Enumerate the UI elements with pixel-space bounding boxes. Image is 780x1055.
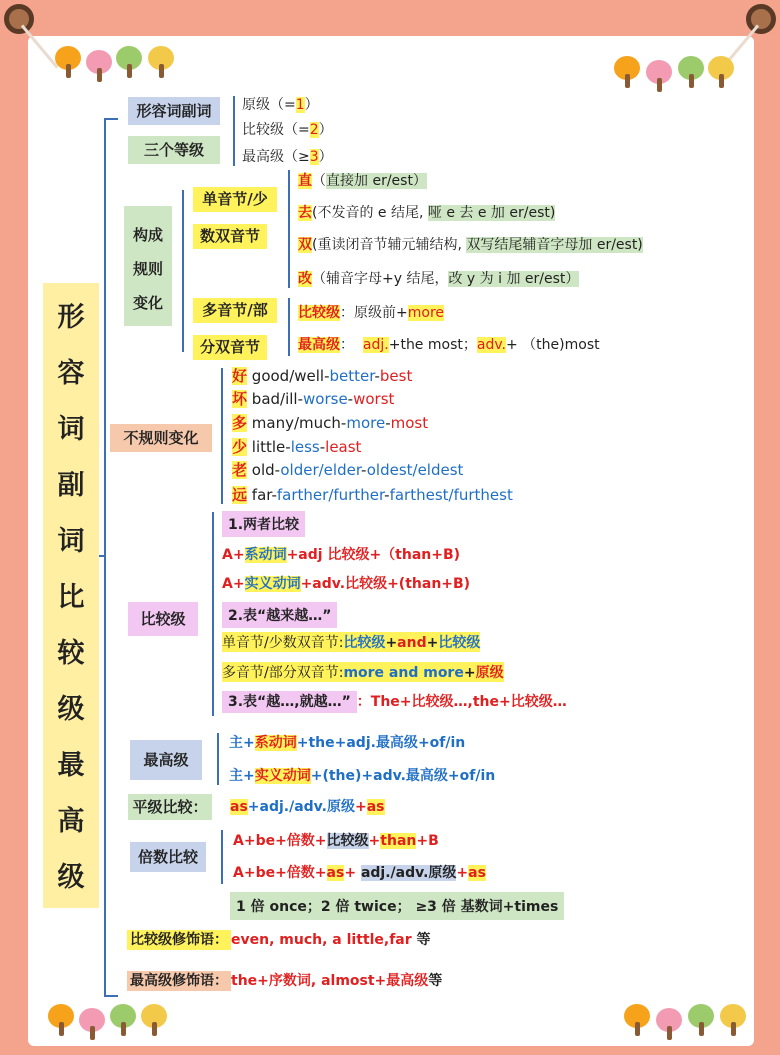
main-title xyxy=(43,283,99,908)
category-equal: 平级比较： xyxy=(128,794,212,820)
title-char: 词 xyxy=(57,414,85,445)
sub-single-syllable: 数双音节 xyxy=(193,224,267,249)
heading-two-compare: 1.两者比较 xyxy=(222,511,305,537)
tree-icon xyxy=(708,56,734,88)
bracket xyxy=(221,830,223,884)
category-superlative: 最高级 xyxy=(130,740,202,780)
category-multiple: 倍数比较 xyxy=(130,842,206,872)
tree-icon xyxy=(116,46,142,78)
category-three-levels: 三个等级 xyxy=(128,136,220,164)
title-char: 级 xyxy=(57,862,85,893)
formula-linking-verb: A+系动词+adj 比较级+（than+B) xyxy=(222,547,461,563)
irregular-row: 老 old-older/elder-oldest/eldest xyxy=(232,461,464,479)
category-line: 变化 xyxy=(132,294,163,312)
tree-icon xyxy=(110,1004,136,1036)
formula-sup-linking: 主+系动词+the+adj.最高级+of/in xyxy=(229,735,466,751)
rule-double: 双(重读闭音节辅元辅结构, 双写结尾辅音字母加 er/est) xyxy=(298,237,643,253)
bracket-tick xyxy=(104,995,118,997)
sub-multi-syllable: 分双音节 xyxy=(193,335,267,360)
tree-icon xyxy=(646,60,672,92)
formula-times-than: A+be+倍数+比较级+than+B xyxy=(233,833,439,849)
rule-drop-e: 去(不发音的 e 结尾, 哑 e 去 e 加 er/est) xyxy=(298,205,556,221)
superlative-modifiers: 最高级修饰语： the+序数词, almost+最高级等 xyxy=(127,970,442,990)
tree-icon xyxy=(678,56,704,88)
title-char: 高 xyxy=(57,806,85,837)
tree-icon xyxy=(86,50,112,82)
irregular-row: 远 far-farther/further-farthest/furthest xyxy=(232,486,513,504)
bracket xyxy=(217,733,219,785)
irregular-row: 少 little-less-least xyxy=(232,438,362,456)
irregular-row: 好 good/well-better-best xyxy=(232,367,413,385)
title-char: 容 xyxy=(57,358,85,389)
category-line: 构成 xyxy=(132,226,163,244)
tree-icon xyxy=(688,1004,714,1036)
title-char: 最 xyxy=(57,750,85,781)
rule-most: 最高级： adj.+the most；adv.+ （the)most xyxy=(298,337,600,353)
level-superlative: 最高级（≥3） xyxy=(242,149,333,165)
category-regular-change xyxy=(124,206,172,326)
rule-direct: 直（直接加 er/est） xyxy=(298,173,427,189)
bracket xyxy=(233,96,235,166)
tree-icon xyxy=(141,1004,167,1036)
tree-icon xyxy=(614,56,640,88)
bracket xyxy=(182,190,184,352)
formula-the-more: 3.表“越…,就越…” ：The+比较级…,the+比较级… xyxy=(222,691,567,711)
category-irregular: 不规则变化 xyxy=(110,424,212,452)
main-bracket xyxy=(104,118,106,996)
heading-more-and-more: 2.表“越来越…” xyxy=(222,602,337,628)
title-char: 较 xyxy=(57,638,85,669)
tree-icon xyxy=(55,46,81,78)
rule-change-y: 改（辅音字母+y 结尾，改 y 为 i 加 er/est） xyxy=(298,271,580,287)
bracket xyxy=(288,298,290,356)
sub-single-syllable: 单音节/少 xyxy=(193,187,277,212)
tree-icon xyxy=(48,1004,74,1036)
thumbtack-icon xyxy=(746,4,776,34)
formula-long-words: 多音节/部分双音节:more and more+原级 xyxy=(222,662,504,682)
formula-as-as: as+adj./adv.原级+as xyxy=(230,799,385,815)
tree-icon xyxy=(148,46,174,78)
formula-times-as: A+be+倍数+as+ adj./adv.原级+as xyxy=(233,865,486,881)
tree-icon xyxy=(720,1004,746,1036)
level-positive: 原级（=1） xyxy=(242,97,319,113)
title-char: 级 xyxy=(57,694,85,725)
category-comparative: 比较级 xyxy=(128,602,198,636)
main-bracket-tick xyxy=(99,555,106,557)
bracket-tick xyxy=(104,118,118,120)
title-char: 副 xyxy=(57,470,85,501)
category-forms: 形容词副词 xyxy=(128,97,220,125)
title-char: 比 xyxy=(57,582,85,613)
formula-action-verb: A+实义动词+adv.比较级+(than+B) xyxy=(222,576,471,592)
irregular-row: 坏 bad/ill-worse-worst xyxy=(232,390,395,408)
formula-sup-action: 主+实义动词+(the)+adv.最高级+of/in xyxy=(229,768,496,784)
tree-icon xyxy=(656,1008,682,1040)
thumbtack-icon xyxy=(4,4,34,34)
irregular-row: 多 many/much-more-most xyxy=(232,414,429,432)
category-line: 规则 xyxy=(132,260,163,278)
comparative-modifiers: 比较级修饰语： even, much, a little,far 等 xyxy=(127,929,431,949)
sub-multi-syllable: 多音节/部 xyxy=(193,298,277,323)
times-note: 1 倍 once；2 倍 twice； ≥3 倍 基数词+times xyxy=(230,892,564,920)
tree-icon xyxy=(79,1008,105,1040)
tree-icon xyxy=(624,1004,650,1036)
bracket xyxy=(288,170,290,288)
rule-more: 比较级：原级前+more xyxy=(298,305,444,321)
formula-short-words: 单音节/少数双音节:比较级+and+比较级 xyxy=(222,632,480,652)
level-comparative: 比较级（=2） xyxy=(242,122,333,138)
bracket xyxy=(221,368,223,504)
title-char: 词 xyxy=(57,526,85,557)
title-char: 形 xyxy=(57,302,85,333)
bracket xyxy=(212,512,214,716)
